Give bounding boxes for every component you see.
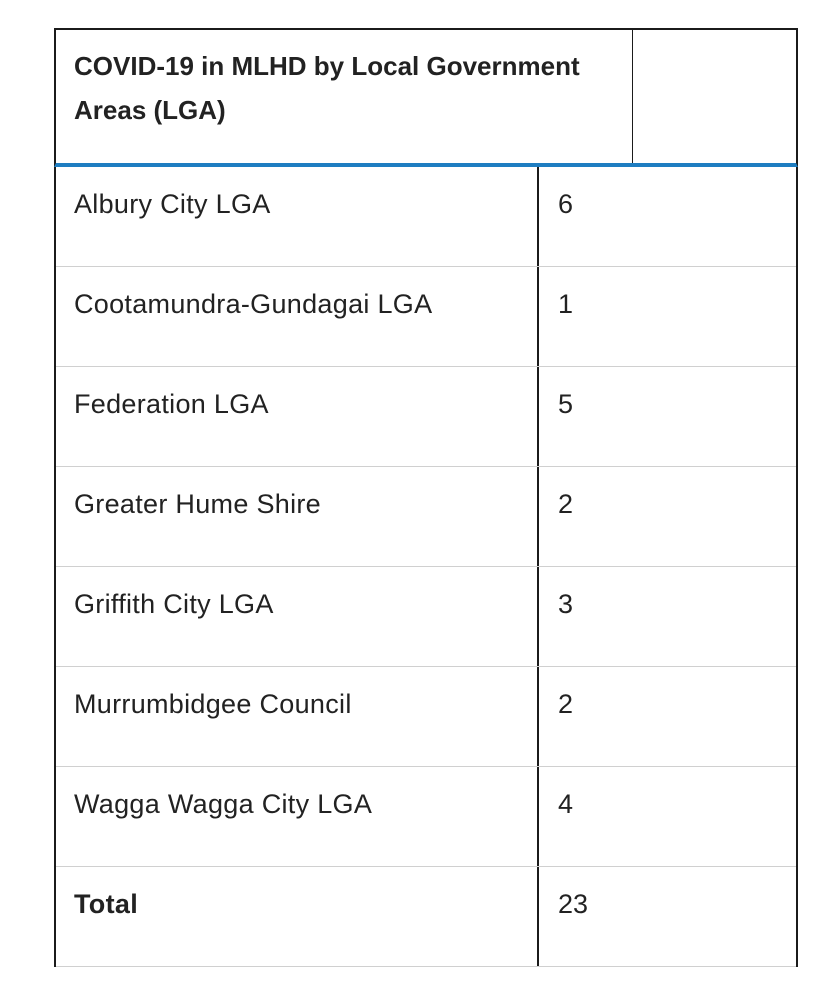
lga-name: Murrumbidgee Council — [56, 667, 539, 766]
table-row — [56, 767, 796, 867]
lga-name: Griffith City LGA — [56, 567, 539, 666]
case-count: 2 — [558, 689, 574, 719]
lga-name: Albury City LGA — [56, 167, 539, 266]
case-count: 5 — [558, 389, 574, 419]
lga-cases-table — [54, 28, 798, 967]
table-body — [54, 167, 798, 967]
total-count: 23 — [558, 889, 589, 919]
case-count: 2 — [558, 489, 574, 519]
table-row-total — [56, 867, 796, 967]
lga-name: Wagga Wagga City LGA — [56, 767, 539, 866]
table-row — [56, 267, 796, 367]
table-row — [56, 467, 796, 567]
header-empty-cell — [633, 30, 796, 163]
table-row — [56, 367, 796, 467]
table-row — [56, 167, 796, 267]
table-row — [56, 567, 796, 667]
case-count: 1 — [558, 289, 574, 319]
case-count: 4 — [558, 789, 574, 819]
table-title: COVID-19 in MLHD by Local Government Areas (LGA) — [56, 30, 633, 163]
lga-name: Greater Hume Shire — [56, 467, 539, 566]
case-count: 3 — [558, 589, 574, 619]
table-row — [56, 667, 796, 767]
lga-name: Federation LGA — [56, 367, 539, 466]
lga-name: Cootamundra-Gundagai LGA — [56, 267, 539, 366]
total-label: Total — [56, 867, 539, 966]
table-header — [54, 28, 798, 167]
case-count: 6 — [558, 189, 574, 219]
